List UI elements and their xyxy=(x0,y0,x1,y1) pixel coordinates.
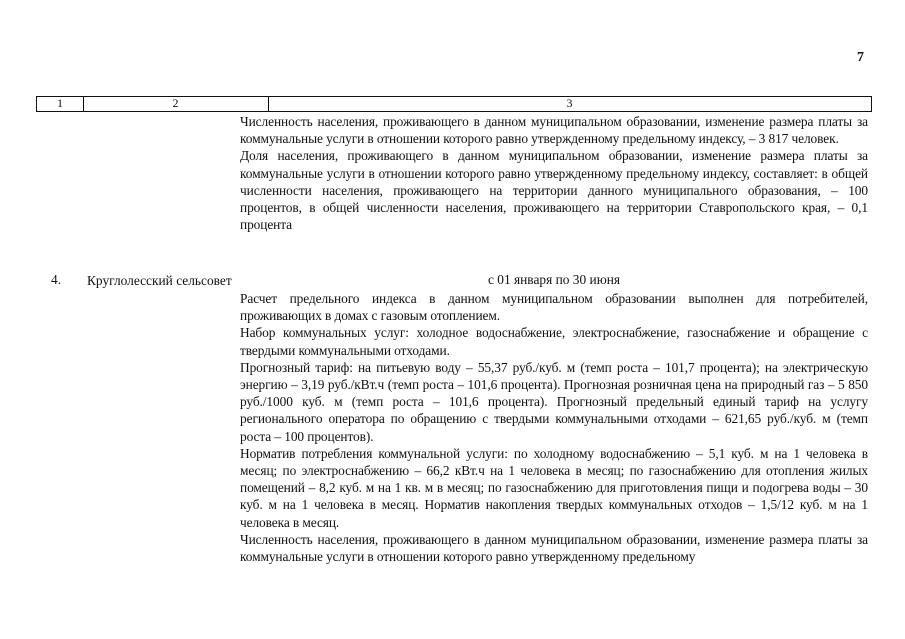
paragraph: Доля населения, проживающего в данном муниципальном образовании, изменение размера платы за коммунальные услуги в отношении которого равно утвержденному предельному индексу, составляет: в общей численности населения, проживающего на территории данного муниципального образования, – 100 процентов, в общей численности населения, проживающего на территории Ставропольского края, – 0,1 процента xyxy=(240,148,868,233)
municipality-description xyxy=(240,290,868,565)
paragraph: Норматив потребления коммунальной услуги: по холодному водоснабжению – 5,1 куб. м на 1 человека в месяц; по электроснабжению – 66,2 кВт.ч на 1 человека в месяц; по газоснабжению для отопления жилых помещений – 8,2 куб. м на 1 кв. м в месяц; по газоснабжению для приготовления пищи и подогрева воды – 30 куб. м на 1 человека в месяц. Норматив накопления твердых коммунальных отходов – 1,5/12 куб. м на 1 человека в месяц. xyxy=(240,445,868,530)
paragraph: Прогнозный тариф: на питьевую воду – 55,37 руб./куб. м (темп роста – 101,7 процента); на электрическую энергию – 3,19 руб./кВт.ч (темп роста – 101,6 процента). Прогнозная розничная цена на природный газ – 5 850 руб./1000 куб. м (темп роста – 101,6 процента). Прогнозный предельный единый тариф на услугу регионального оператора по обращению с твердыми коммунальными отходами – 621,65 руб./куб. м (темп роста – 100 процентов). xyxy=(240,359,868,444)
paragraph: Численность населения, проживающего в данном муниципальном образовании, изменение размера платы за коммунальные услуги в отношении которого равно утвержденному предельному индексу, – 3 817 человек. xyxy=(240,114,868,147)
municipality-name: Круглолесский сельсовет xyxy=(87,273,232,288)
table-header-row xyxy=(36,96,872,112)
paragraph: Расчет предельного индекса в данном муниципальном образовании выполнен для потребителей, проживающих в домах с газовым отоплением. xyxy=(240,291,868,324)
period-heading: с 01 января по 30 июня xyxy=(487,272,621,287)
table-header-col2: 2 xyxy=(83,97,269,111)
table-header-col3: 3 xyxy=(566,96,573,110)
page-number: 7 xyxy=(857,50,864,65)
paragraph: Численность населения, проживающего в данном муниципальном образовании, изменение размера платы за коммунальные услуги в отношении которого равно утвержденному предельному xyxy=(240,531,868,565)
continued-description xyxy=(240,113,868,233)
row-number: 4. xyxy=(51,272,62,287)
paragraph: Набор коммунальных услуг: холодное водоснабжение, электроснабжение, газоснабжение и обращение с твердыми коммунальными отходами. xyxy=(240,325,868,358)
table-header-col1: 1 xyxy=(37,97,84,111)
